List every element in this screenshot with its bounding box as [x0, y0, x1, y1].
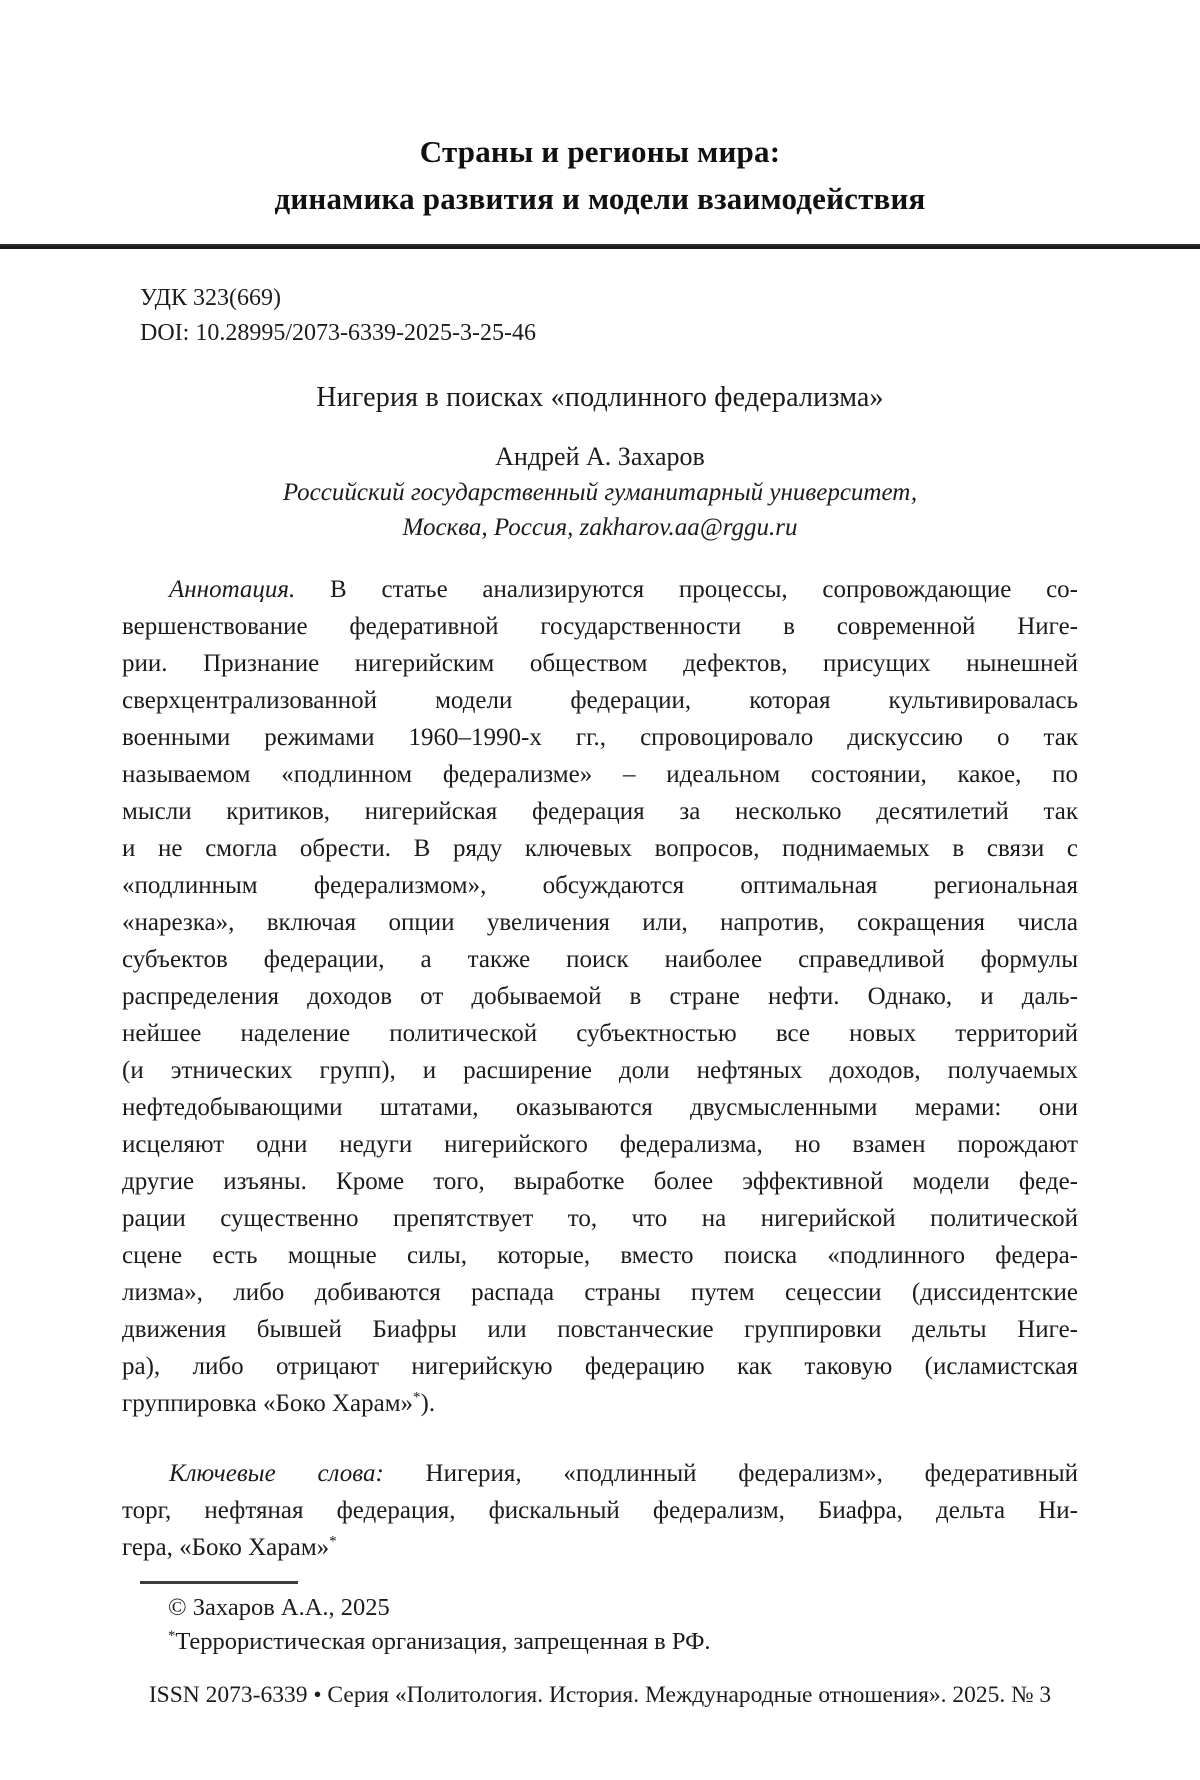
text-line: сверхцентрализованной модели федерации, которая культивировалась — [122, 687, 1078, 714]
text-line: лизма», либо добиваются распада страны путем сецессии (диссидентские — [122, 1279, 1078, 1306]
text-line: ра), либо отрицают нигерийскую федерацию как таковую (исламистская — [122, 1353, 1078, 1380]
abstract-paragraph — [122, 571, 1078, 1422]
text-line: движения бывшей Биафры или повстанческие группировки дельты Ниге- — [122, 1316, 1078, 1343]
text-line: распределения доходов от добываемой в стране нефти. Однако, и даль- — [122, 983, 1078, 1010]
article-author: Андрей А. Захаров — [495, 442, 705, 471]
text-line: субъектов федерации, а также поиск наиболее справедливой формулы — [122, 946, 1078, 973]
section-title — [0, 128, 1200, 222]
text-line: другие изъяны. Кроме того, выработке более эффективной модели феде- — [122, 1168, 1078, 1195]
text-line: рации существенно препятствует то, что на нигерийской политической — [122, 1205, 1078, 1232]
text-line: военными режимами 1960–1990-х гг., спровоцировало дискуссию о так — [122, 724, 1078, 751]
text-line: нефтедобывающими штатами, оказываются двусмысленными мерами: они — [122, 1094, 1078, 1121]
footnote-block — [122, 1591, 1078, 1659]
text-line: Страны и регионы мира: — [419, 134, 781, 169]
page-footer — [0, 1682, 1200, 1709]
text-line: (и этнических групп), и расширение доли нефтяных доходов, получаемых — [122, 1057, 1078, 1084]
article-content — [0, 281, 1200, 1659]
text-line: динамика развития и модели взаимодействия — [274, 181, 926, 216]
text-line: нейшее наделение политической субъектностью все новых территорий — [122, 1020, 1078, 1047]
text-line: вершенствование федеративной государственности в современной Ниге- — [122, 613, 1078, 640]
text-line: торг, нефтяная федерация, фискальный федерализм, Биафра, дельта Ни- — [122, 1497, 1078, 1524]
author-affiliation — [122, 475, 1078, 545]
text-line: группировка «Боко Харам»*). — [122, 1389, 436, 1417]
journal-section-header — [0, 0, 1200, 222]
keywords-paragraph — [122, 1455, 1078, 1566]
text-line: гера, «Боко Харам»* — [122, 1533, 337, 1561]
header-divider-rule — [0, 244, 1200, 249]
text-line: мысли критиков, нигерийская федерация за несколько десятилетий так — [122, 798, 1078, 825]
text-line: © Захаров А.А., 2025 — [168, 1594, 390, 1621]
text-line: Ключевые слова: Нигерия, «подлинный федерализм», федеративный — [169, 1460, 1079, 1487]
text-line: исцеляют одни недуги нигерийского федерализма, но взамен порождают — [122, 1131, 1078, 1158]
text-line: Москва, Россия, zakharov.aa@rggu.ru — [402, 514, 798, 541]
issn-series-line: ISSN 2073-6339 • Серия «Политология. История. Международные отношения». 2025. № 3 — [148, 1682, 1052, 1708]
text-line: Российский государственный гуманитарный университет, — [282, 479, 918, 506]
text-line: *Террористическая организация, запрещенная в РФ. — [168, 1627, 711, 1655]
udc-code: УДК 323(669) — [140, 285, 281, 311]
text-line: и не смогла обрести. В ряду ключевых вопросов, поднимаемых в связи с — [122, 835, 1078, 862]
text-line: Аннотация. В статье анализируются процессы, сопровождающие со- — [169, 576, 1078, 603]
text-line: называемом «подлинном федерализме» – идеальном состоянии, какое, по — [122, 761, 1078, 788]
text-line: рии. Признание нигерийским обществом дефектов, присущих нынешней — [122, 650, 1078, 677]
doi-code: DOI: 10.28995/2073-6339-2025-3-25-46 — [140, 320, 536, 346]
text-line: сцене есть мощные силы, которые, вместо поиска «подлинного федера- — [122, 1242, 1078, 1269]
article-meta — [140, 281, 1078, 351]
article-title: Нигерия в поисках «подлинного федерализма» — [316, 382, 884, 413]
text-line: «нарезка», включая опции увеличения или, напротив, сокращения числа — [122, 909, 1078, 936]
footnote-separator-rule — [140, 1581, 298, 1584]
text-line: «подлинным федерализмом», обсуждаются оптимальная региональная — [122, 872, 1078, 899]
